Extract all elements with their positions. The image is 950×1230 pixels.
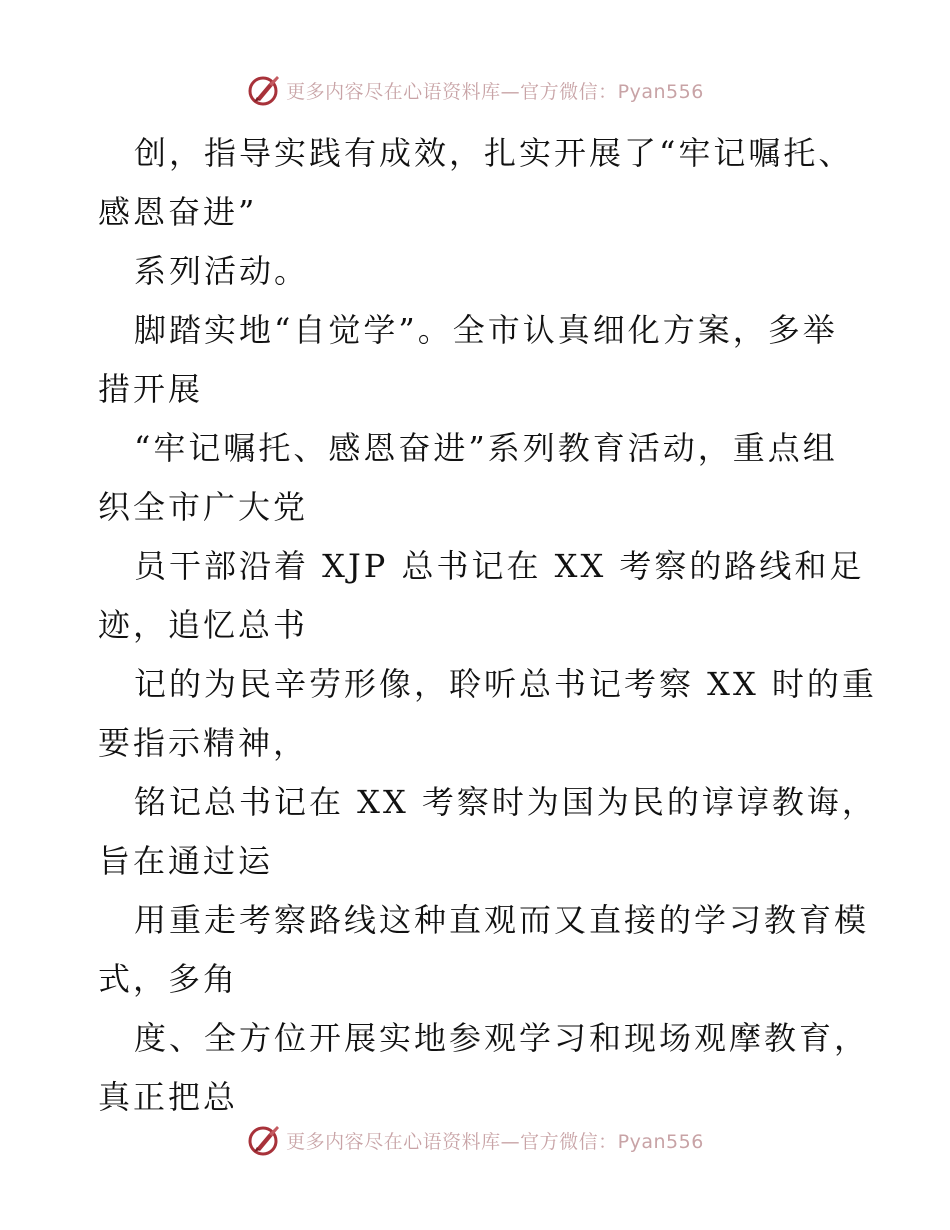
text-line: 旨在通过运 — [98, 842, 274, 880]
text-line: 式，多角 — [98, 960, 239, 998]
quill-pen-logo-icon — [246, 72, 282, 108]
text-line: 迹，追忆总书 — [98, 606, 309, 644]
quill-pen-logo-icon — [246, 1122, 282, 1158]
footer-banner-text: 更多内容尽在心语资料库—官方微信：Pyan556 — [286, 1130, 704, 1153]
text-line: 员干部沿着 XJP 总书记在 XX 考察的路线和足 — [134, 547, 865, 585]
text-line: 铭记总书记在 XX 考察时为国为民的谆谆教诲， — [134, 783, 877, 821]
text-line: 感恩奋进” — [98, 193, 258, 231]
header-banner-text: 更多内容尽在心语资料库—官方微信：Pyan556 — [286, 80, 704, 103]
text-line: 织全市广大党 — [98, 488, 309, 526]
text-line: 系列活动。 — [134, 252, 310, 290]
text-line: 脚踏实地“自觉学”。全市认真细化方案，多举 — [134, 311, 838, 349]
text-line: 真正把总 — [98, 1078, 239, 1116]
footer-banner — [0, 1120, 950, 1160]
text-line: 要指示精神， — [98, 724, 309, 762]
text-line: 记的为民辛劳形像，聆听总书记考察 XX 时的重 — [134, 665, 877, 703]
text-line: 创，指导实践有成效，扎实开展了“牢记嘱托、 — [134, 134, 854, 172]
text-line: 用重走考察路线这种直观而又直接的学习教育模 — [134, 901, 870, 939]
header-banner — [0, 70, 950, 110]
text-line: “牢记嘱托、感恩奋进”系列教育活动，重点组 — [134, 429, 838, 467]
document-body — [98, 124, 878, 1127]
text-line: 措开展 — [98, 370, 204, 408]
text-line: 度、全方位开展实地参观学习和现场观摩教育， — [134, 1019, 870, 1057]
